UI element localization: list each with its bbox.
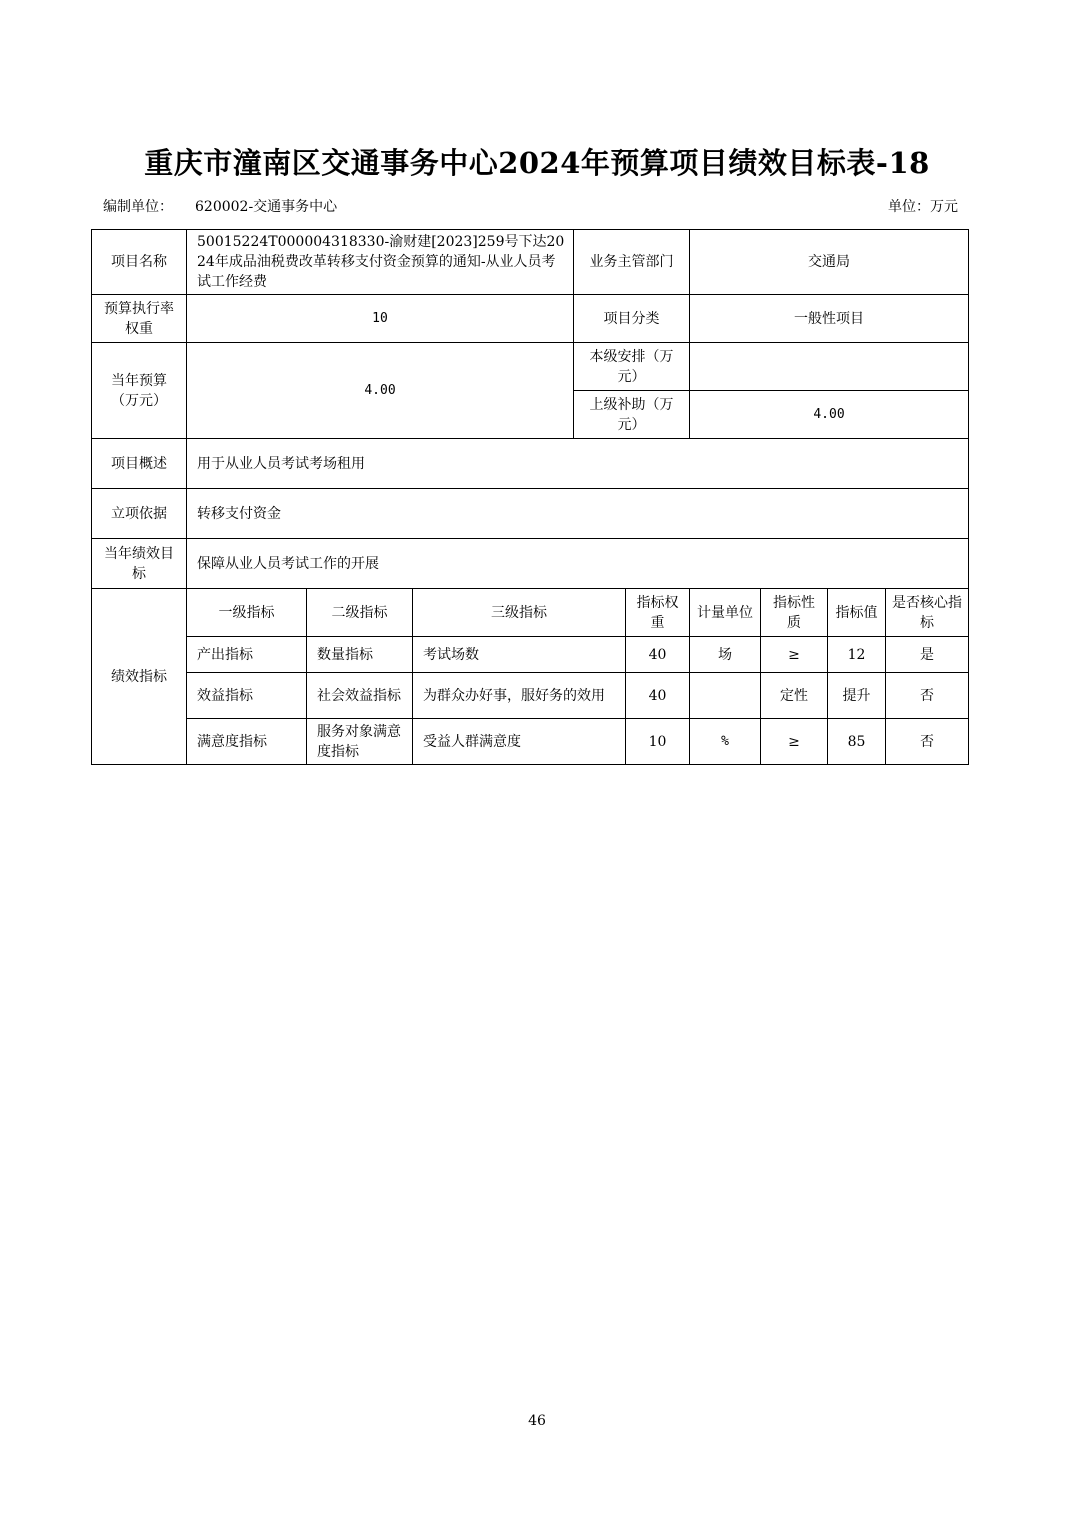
goal-value: 保障从业人员考试工作的开展: [187, 539, 969, 589]
goal-label: 当年绩效目标: [92, 539, 187, 589]
perf-header-cell: 二级指标: [307, 589, 413, 637]
basis-value: 转移支付资金: [187, 489, 969, 539]
exec-weight-label: 预算执行率权重: [92, 295, 187, 343]
row-exec-weight: [92, 295, 969, 343]
exec-weight-value: 10: [187, 295, 574, 343]
perf-cell: 满意度指标: [187, 719, 307, 765]
perf-cell: 提升: [828, 673, 886, 719]
table-row: [92, 673, 969, 719]
perf-cell: ≥: [761, 719, 828, 765]
perf-cell: 否: [886, 719, 969, 765]
perf-cell: 85: [828, 719, 886, 765]
perf-cell: 产出指标: [187, 637, 307, 673]
perf-cell: 12: [828, 637, 886, 673]
overview-value: 用于从业人员考试考场租用: [187, 439, 969, 489]
row-overview: [92, 439, 969, 489]
basis-label: 立项依据: [92, 489, 187, 539]
row-basis: [92, 489, 969, 539]
perf-cell: 否: [886, 673, 969, 719]
category-value: 一般性项目: [690, 295, 969, 343]
perf-header-cell: 指标权重: [626, 589, 690, 637]
perf-header-cell: 三级指标: [413, 589, 626, 637]
project-name-value: 50015224T000004318330-渝财建[2023]259号下达2024年成品油税费改革转移支付资金预算的通知-从业人员考试工作经费: [187, 230, 574, 295]
perf-cell: 受益人群满意度: [413, 719, 626, 765]
perf-cell: 40: [626, 673, 690, 719]
local-value: [690, 343, 969, 391]
perf-cell: 为群众办好事，服好务的效用: [413, 673, 626, 719]
row-budget-local: [92, 343, 969, 391]
local-label: 本级安排（万元）: [574, 343, 690, 391]
perf-cell: 定性: [761, 673, 828, 719]
perf-header-cell: 是否核心指标: [886, 589, 969, 637]
page-title: 重庆市潼南区交通事务中心2024年预算项目绩效目标表-18: [144, 146, 930, 180]
row-goal: [92, 539, 969, 589]
currency-unit: 单位：万元: [888, 199, 958, 215]
row-project-name: [92, 230, 969, 295]
perf-header-row: [92, 589, 969, 637]
perf-cell: ≥: [761, 637, 828, 673]
dept-value: 交通局: [690, 230, 969, 295]
page-number: 46: [528, 1413, 546, 1429]
perf-cell: 考试场数: [413, 637, 626, 673]
perf-header-cell: 计量单位: [690, 589, 761, 637]
perf-cell: 10: [626, 719, 690, 765]
perf-header-cell: 一级指标: [187, 589, 307, 637]
perf-cell: 效益指标: [187, 673, 307, 719]
project-name-label: 项目名称: [92, 230, 187, 295]
compiling-unit-label: 编制单位：: [103, 199, 173, 215]
perf-cell: 是: [886, 637, 969, 673]
perf-header-cell: 指标性质: [761, 589, 828, 637]
perf-label: 绩效指标: [92, 589, 187, 765]
perf-cell: %: [690, 719, 761, 765]
overview-label: 项目概述: [92, 439, 187, 489]
upper-value: 4.00: [690, 391, 969, 439]
perf-header-cell: 指标值: [828, 589, 886, 637]
category-label: 项目分类: [574, 295, 690, 343]
compiling-unit: [103, 196, 337, 216]
perf-cell: 社会效益指标: [307, 673, 413, 719]
perf-cell: 40: [626, 637, 690, 673]
budget-label: 当年预算（万元）: [92, 343, 187, 439]
upper-label: 上级补助（万元）: [574, 391, 690, 439]
performance-target-table: [91, 229, 969, 765]
perf-cell: 数量指标: [307, 637, 413, 673]
table-row: [92, 719, 969, 765]
table-row: [92, 637, 969, 673]
budget-value: 4.00: [187, 343, 574, 439]
perf-cell: [690, 673, 761, 719]
compiling-unit-value: 620002-交通事务中心: [195, 199, 338, 215]
perf-cell: 场: [690, 637, 761, 673]
perf-cell: 服务对象满意度指标: [307, 719, 413, 765]
dept-label: 业务主管部门: [574, 230, 690, 295]
